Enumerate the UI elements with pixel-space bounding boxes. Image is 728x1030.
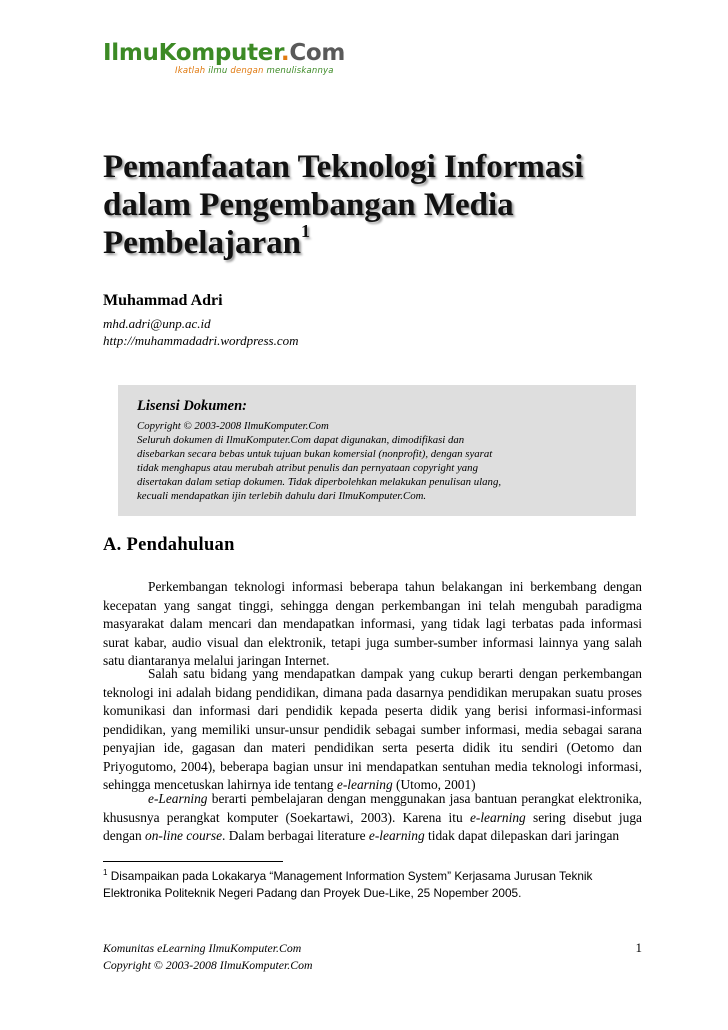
author-email[interactable]: mhd.adri@unp.ac.id [103, 316, 211, 331]
license-heading: Lisensi Dokumen: [137, 398, 247, 414]
author-website[interactable]: http://muhammadadri.wordpress.com [103, 333, 299, 348]
section-heading: A. Pendahuluan [103, 535, 235, 555]
footer-community: Komunitas eLearning IlmuKomputer.Com [103, 941, 302, 955]
footer-copyright: Copyright © 2003-2008 IlmuKomputer.Com [103, 958, 313, 972]
title-footnote-ref[interactable]: 1 [300, 221, 310, 241]
footnote-marker: 1 [103, 868, 108, 878]
logo-wordmark: IlmuKomputer.Com [103, 40, 346, 66]
document-title: Pemanfaatan Teknologi Informasi dalam Pengembangan Media Pembelajaran$^1$ [103, 149, 584, 261]
body-paragraph: e-Learning berarti pembelajaran dengan menggunakan jasa bantuan perangkat elektronika, khususnya perangkat komputer (Soekartawi, 2003). Karena itu e-learning sering disebut juga dengan on-line course. Dalam berbagai literature e-learning tidak dapat dilepaskan dari jaringan [103, 791, 642, 843]
page-number: 1 [635, 940, 642, 955]
license-line: disebarkan secara bebas untuk tujuan bukan komersial (nonprofit), dengan syarat [137, 448, 493, 460]
site-logo [103, 40, 346, 84]
logo-tagline: Ikatlah ilmu dengan menuliskannya [175, 66, 334, 76]
footnote: $^1$ Disampaikan pada Lokakarya “Management Information System” Kerjasama Jurusan Teknik Elektronika Politeknik Negeri Padang dan Proyek Due-Like, 25 Nopember 2005. [103, 868, 593, 900]
license-box [118, 385, 636, 516]
license-line: Seluruh dokumen di IlmuKomputer.Com dapat digunakan, dimodifikasi dan [137, 434, 465, 446]
body-paragraph: Perkembangan teknologi informasi beberapa tahun belakangan ini berkembang dengan kecepatan yang sangat tinggi, sehingga dengan perkembangan ini telah mengubah paradigma masyarakat dalam mencari dan mendapatkan informasi, yang tidak lagi terbatas pada informasi surat kabar, audio visual dan elektronik, tetapi juga sumber-sumber informasi lainnya yang salah satu diantaranya melalui jaringan Internet. [103, 579, 642, 668]
license-line: Copyright © 2003-2008 IlmuKomputer.Com [137, 420, 329, 432]
body-paragraph: Salah satu bidang yang mendapatkan dampak yang cukup berarti dengan perkembangan teknologi ini adalah bidang pendidikan, dimana pada dasarnya pendidikan merupakan suatu proses komunikasi dan informasi dari pendidik kepada peserta didik yang berisi informasi-informasi pendidikan, yang memiliki unsur-unsur pendidik sebagai sumber informasi, media sebagai sarana penyajian ide, gagasan dan materi pendidikan serta peserta didik itu sendiri (Oetomo dan Priyogutomo, 2004), beberapa bagian unsur ini mendapatkan sentuhan media teknologi informasi, sehingga mencetuskan lahirnya ide tentang e-learning (Utomo, 2001) [103, 666, 642, 792]
footnote-divider [103, 861, 283, 862]
author-name: Muhammad Adri [103, 292, 223, 309]
license-line: kecuali mendapatkan ijin terlebih dahulu dari IlmuKomputer.Com. [137, 490, 427, 502]
license-line: tidak menghapus atau merubah atribut penulis dan pernyataan copyright yang [137, 462, 478, 474]
license-line: disertakan dalam setiap dokumen. Tidak diperbolehkan melakukan penulisan ulang, [137, 476, 502, 488]
